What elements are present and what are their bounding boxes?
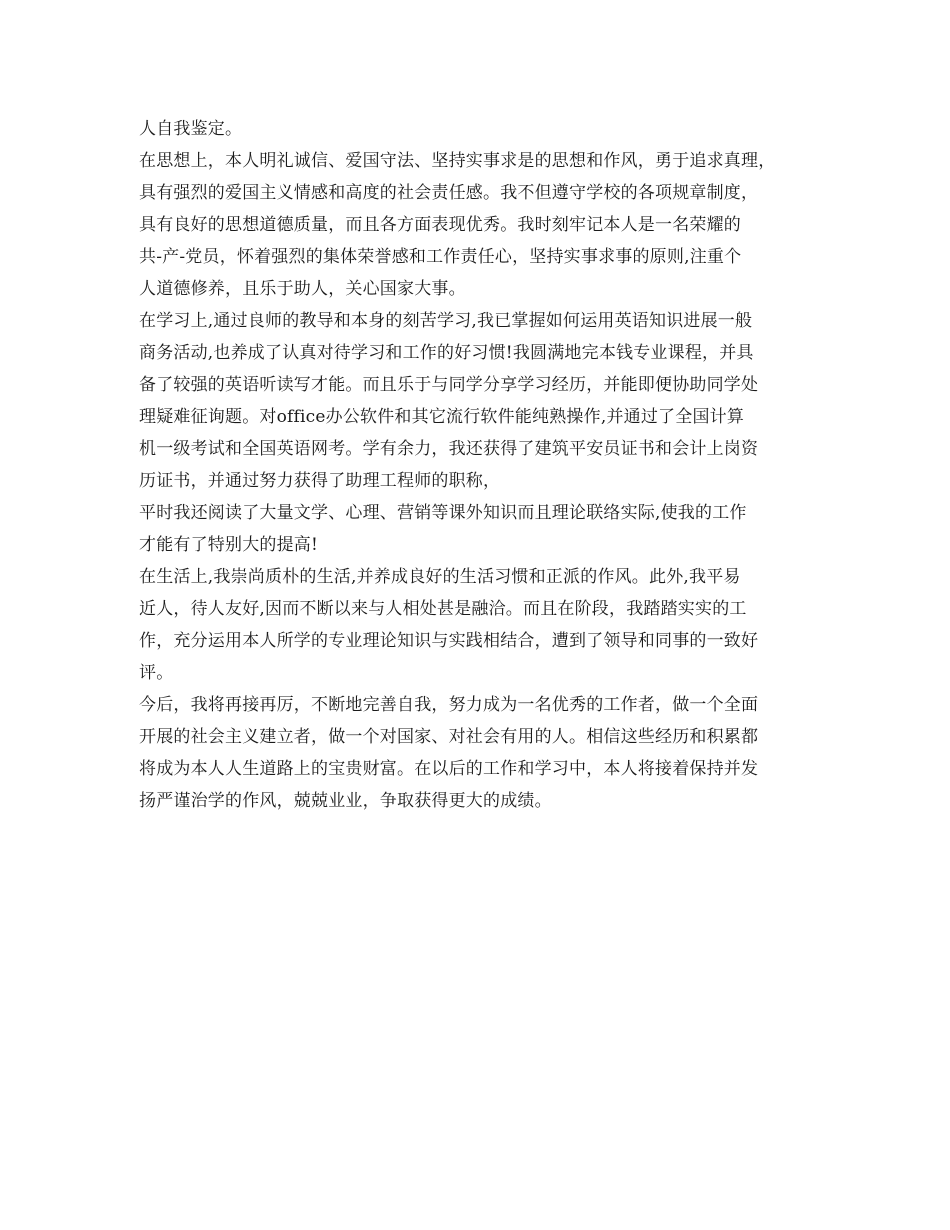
text-line: 在生活上,我崇尚质朴的生活,并养成良好的生活习惯和正派的作风。此外,我平易 bbox=[139, 567, 741, 587]
text-line: 将成为本人人生道路上的宝贵财富。在以后的工作和学习中，本人将接着保持并发 bbox=[139, 759, 759, 779]
text-line: 历证书，并通过努力获得了助理工程师的职称， bbox=[139, 471, 501, 491]
text-line: 评。 bbox=[139, 663, 174, 683]
text-line: 才能有了特别大的提高! bbox=[139, 535, 319, 555]
text-line: 人自我鉴定。 bbox=[139, 119, 243, 139]
text-line: 作，充分运用本人所学的专业理论知识与实践相结合，遭到了领导和同事的一致好 bbox=[139, 631, 759, 651]
text-line: 在思想上，本人明礼诚信、爱国守法、坚持实事求是的思想和作风，勇于追求真理， bbox=[139, 151, 776, 171]
text-line: 平时我还阅读了大量文学、心理、营销等课外知识而且理论联络实际,使我的工作 bbox=[139, 503, 747, 523]
text-line: 在学习上,通过良师的教导和本身的刻苦学习,我已掌握如何运用英语知识进展一般 bbox=[139, 311, 753, 331]
text-line: 共-产-党员，怀着强烈的集体荣誉感和工作责任心，坚持实事求事的原则,注重个 bbox=[139, 247, 742, 267]
text-line: 商务活动,也养成了认真对待学习和工作的好习惯!我圆满地完本钱专业课程，并具 bbox=[139, 343, 754, 363]
text-line: 扬严谨治学的作风，兢兢业业，争取获得更大的成绩。 bbox=[139, 791, 552, 811]
text-line: 具有强烈的爱国主义情感和高度的社会责任感。我不但遵守学校的各项规章制度， bbox=[139, 183, 759, 203]
text-line: 机一级考试和全国英语网考。学有余力，我还获得了建筑平安员证书和会计上岗资 bbox=[139, 439, 759, 459]
document-body bbox=[139, 113, 839, 817]
text-line: 具有良好的思想道德质量，而且各方面表现优秀。我时刻牢记本人是一名荣耀的 bbox=[139, 215, 741, 235]
text-line: 开展的社会主义建立者，做一个对国家、对社会有用的人。相信这些经历和积累都 bbox=[139, 727, 759, 747]
text-line: 今后，我将再接再厉，不断地完善自我，努力成为一名优秀的工作者，做一个全面 bbox=[139, 695, 759, 715]
text-line: 理疑难征询题。对office办公软件和其它流行软件能纯熟操作,并通过了全国计算 bbox=[139, 407, 745, 427]
text-line: 近人，待人友好,因而不断以来与人相处甚是融洽。而且在阶段，我踏踏实实的工 bbox=[139, 599, 747, 619]
text-line: 人道德修养，且乐于助人，关心国家大事。 bbox=[139, 279, 466, 299]
text-line: 备了较强的英语听读写才能。而且乐于与同学分享学习经历，并能即便协助同学处 bbox=[139, 375, 759, 395]
